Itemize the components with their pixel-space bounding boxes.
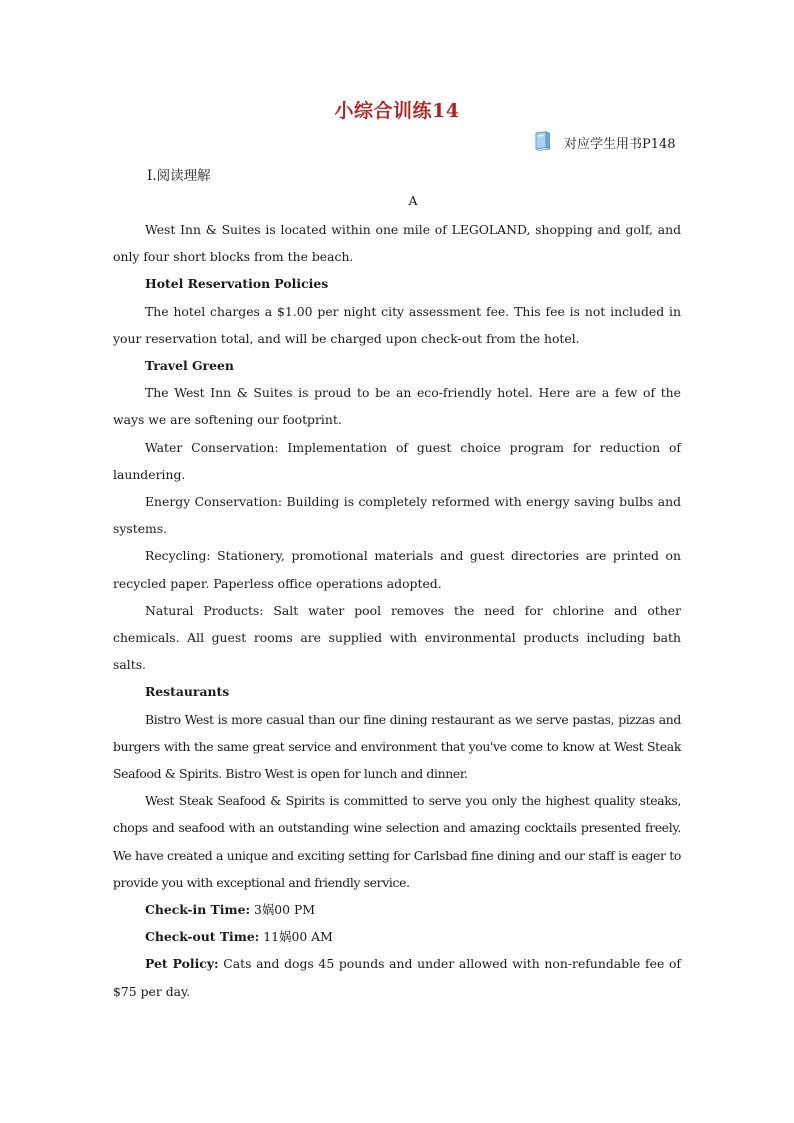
section-heading: Ⅰ.阅读理解: [147, 168, 211, 184]
passage-letter: A: [408, 193, 418, 208]
checkout-line: [113, 923, 681, 950]
checkout-label: Check-out Time:: [145, 929, 260, 945]
hotel-policies-heading: Hotel Reservation Policies: [145, 276, 329, 292]
natural-products-paragraph: Natural Products: Salt water pool removes the need for chlorine and other chemicals. All guest rooms are supplied with environmental products including bath salts.: [113, 602, 681, 673]
hotel-policies-paragraph: The hotel charges a $1.00 per night city assessment fee. This fee is not included in your reservation total, and will be charged upon check-out from the hotel.: [113, 303, 681, 346]
travel-green-heading: Travel Green: [145, 358, 234, 374]
restaurants-heading: Restaurants: [145, 684, 230, 700]
checkin-line: [113, 896, 681, 923]
pet-policy-label: Pet Policy:: [145, 956, 219, 972]
recycling-paragraph: Recycling: Stationery, promotional materials and guest directories are printed on recycled paper. Paperless office operations adopted.: [113, 548, 681, 591]
student-book-reference: [534, 131, 684, 153]
pet-policy-line: [113, 950, 681, 1004]
travel-green-paragraph: The West Inn & Suites is proud to be an eco-friendly hotel. Here are a few of the ways we are softening our footprint.: [113, 385, 681, 428]
book-icon: [534, 131, 552, 151]
checkin-value: 3娲00 PM: [250, 902, 316, 918]
energy-conservation-paragraph: Energy Conservation: Building is completely reformed with energy saving bulbs and systems.: [113, 494, 681, 537]
passage-body: [113, 216, 681, 1005]
intro-paragraph: West Inn & Suites is located within one mile of LEGOLAND, shopping and golf, and only four short blocks from the beach.: [113, 222, 681, 265]
pet-policy-value: Cats and dogs 45 pounds and under allowed with non-refundable fee of $75 per day.: [113, 956, 681, 999]
steak-paragraph: West Steak Seafood & Spirits is committed to serve you only the highest quality steaks, chops and seafood with an outstanding wine selection and amazing cocktails presented freely. We have created a unique and exciting setting for Carlsbad fine dining and our staff is eager to provide you with exceptional and friendly service.: [113, 793, 681, 890]
checkout-value: 11娲00 AM: [259, 929, 333, 945]
checkin-label: Check-in Time:: [145, 902, 251, 918]
page-title: 小综合训练14: [334, 100, 460, 122]
bistro-paragraph: Bistro West is more casual than our fine dining restaurant as we serve pastas, pizzas and burgers with the same great service and environment that you've come to know at West Steak Seafood & Spirits. Bistro West is open for lunch and dinner.: [113, 711, 681, 782]
reference-text: 对应学生用书P148: [564, 137, 676, 152]
water-conservation-paragraph: Water Conservation: Implementation of guest choice program for reduction of laundering.: [113, 439, 681, 482]
